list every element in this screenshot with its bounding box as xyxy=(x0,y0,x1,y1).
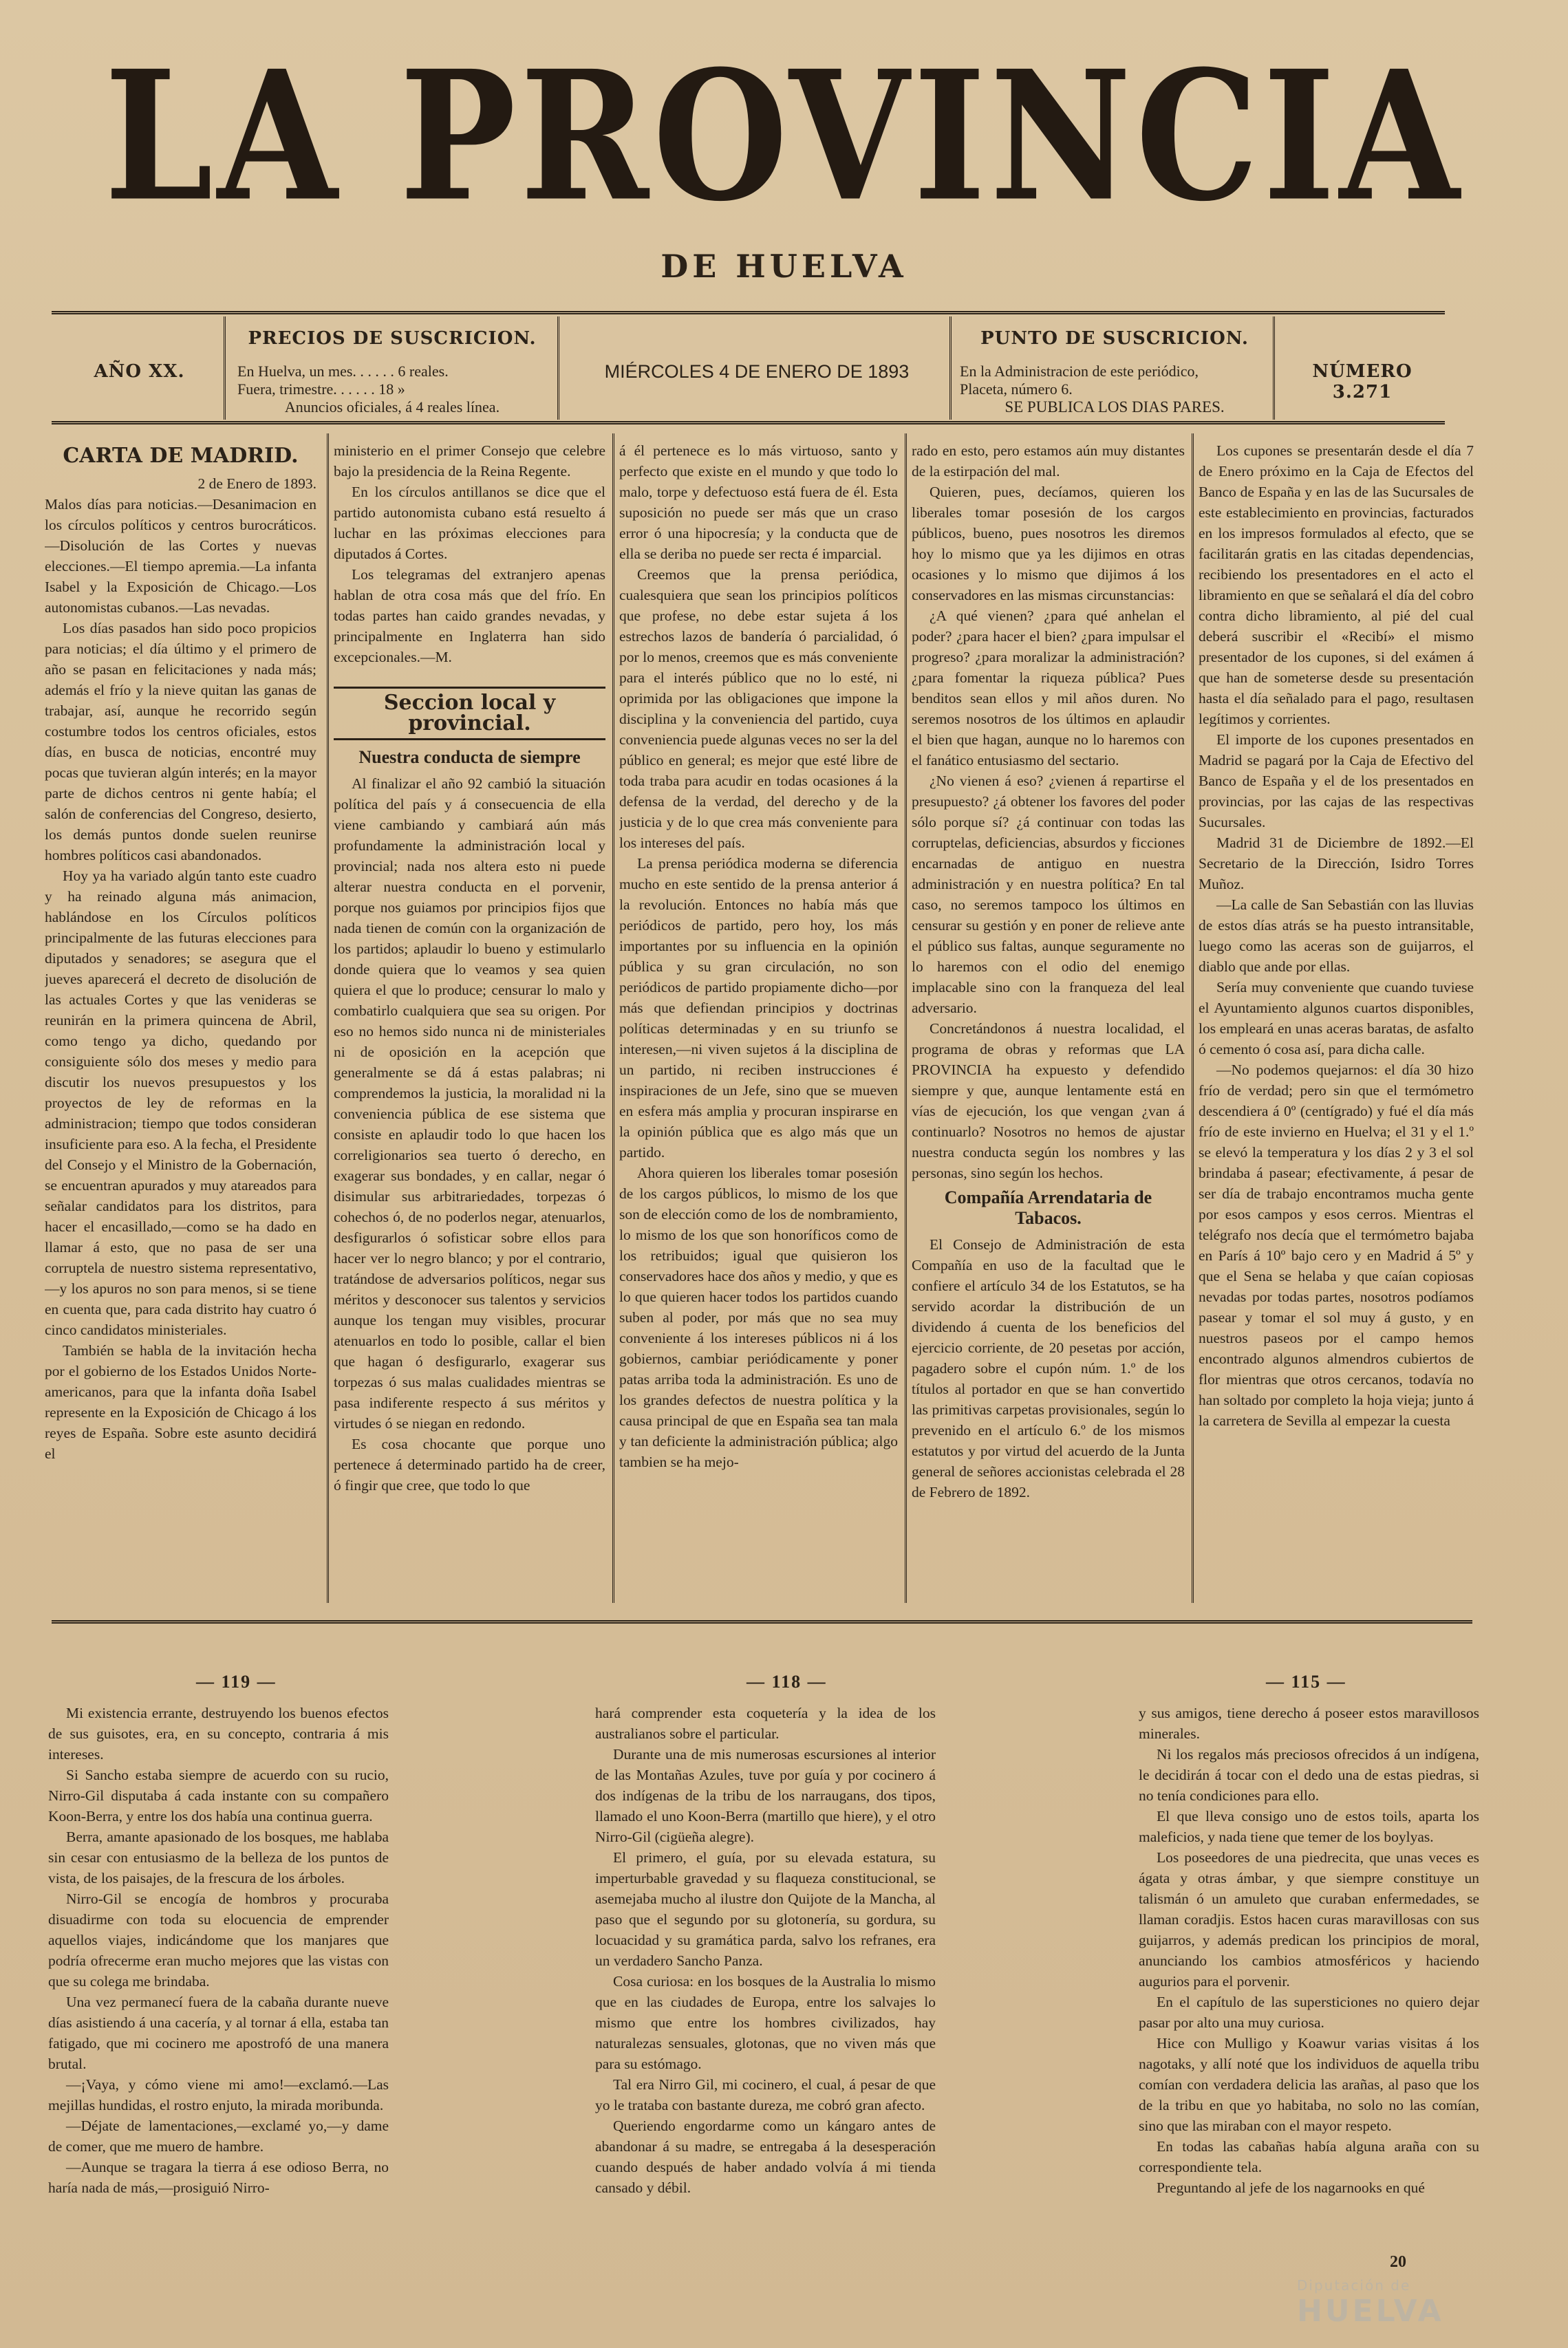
paragraph: Los días pasados han sido poco propicios para noticias; el día último y el primero de año se pasan en felicitaciones y nada más; además el frío y la nieve quitan las ganas de trabajar, así, aunque he recorrido según costumbre todos los centros oficiales, estos días, en busca de noticias, encontré muy pocas que tuvieran algún interés; en la mayor parte de dichos centros ni gente había; el salón de conferencias del Congreso, desierto, los demás puntos donde suelen reunirse hombres políticos casi abandonados. xyxy=(45,620,316,863)
date-box xyxy=(571,313,943,423)
paragraph: Sería muy conveniente que cuando tuviese el Ayuntamiento algunos cuartos disponibles, los empleará en unas aceras baratas, de asfalto ó cemento ó cosa así, para dicha calle. xyxy=(1199,979,1474,1057)
subscription-line: Fuera, trimestre. . . . . . 18 » xyxy=(237,380,405,398)
paragraph: El importe de los cupones presentados en Madrid se pagará por la Caja de Efectivo del Banco de España y el de los presentados en provincias, por las cajas de las respectivas Sucursales. xyxy=(1199,731,1474,830)
issue-date: MIÉRCOLES 4 DE ENERO DE 1893 xyxy=(604,361,910,382)
masthead-title: LA PROVINCIA xyxy=(104,32,1464,241)
signature-number: 20 xyxy=(1390,2253,1406,2271)
serial-rule xyxy=(52,1620,1472,1624)
paragraph: Los cupones se presentarán desde el día 7 de Enero próximo en la Caja de Efectos del Banco de España y en las de las Sucursales de este establecimiento en provincias, facturados en los impresos formulados al efecto, que se facilitarán gratis en las citadas dependencias, recibiendo los presentadores en el acto el libramiento en que se señalará el día del cobro contra dicho libramiento, al pié del cual deberá suscribir el «Recibí» el mismo presentador de los cupones, si del exámen á que han de someterse desde su presentación hasta el día señalado para el pago, resultasen legítimos y corrientes. xyxy=(1199,442,1474,727)
paragraph: Es cosa chocante que porque uno pertenece á determinado partido ha de creer, ó fingir que cree, que todo lo que xyxy=(334,1436,605,1494)
paragraph: Los telegramas del extranjero apenas hablan de otra cosa más que del frío. En todas partes han caido grandes nevadas, y principalmente en Inglaterra han sido excepcionales.—M. xyxy=(334,566,605,665)
serial-page-number: — 119 — xyxy=(196,1672,277,1692)
subscription-point xyxy=(960,313,1269,423)
year-box xyxy=(58,313,220,423)
column-5 xyxy=(1199,440,1474,1613)
paragraph: En el capítulo de las supersticiones no quiero dejar pasar por alto una muy curiosa. xyxy=(1139,1994,1479,2031)
paragraph: El primero, el guía, por su elevada estatura, su imperturbable gravedad y su flaqueza constitucional, se asemejaba mucho al ilustre don Quijote de la Mancha, al paso que el segundo por su glotonería, su gordura, su locuacidad y su gramática parda, salvo los refranes, era un verdadero Sancho Panza. xyxy=(595,1849,936,1969)
masthead-subtitle: DE HUELVA xyxy=(661,248,907,285)
point-line: Placeta, número 6. xyxy=(960,380,1073,398)
year-label: AÑO XX. xyxy=(94,361,185,382)
paragraph: Durante una de mis numerosas escursiones al interior de las Montañas Azules, tuve por guía y por cocinero á dos indígenas de la tribu de los narraugans, dos tipos, llamado el uno Koon-Berra (martillo que hiere), y el otro Nirro-Gil (cigüeña alegre). xyxy=(595,1746,936,1845)
paragraph: Al finalizar el año 92 cambió la situación política del país y á consecuencia de ella viene cambiando y cambiará aún más profundamente la administración local y provincial; nada nos altera esto ni puede alterar nuestra conducta en el porvenir, porque nos guiamos por principios fijos que nada tienen de común con la organización de los partidos; aplaudir lo bueno y estimularlo donde quiera que lo veamos y sea quien quiera el que lo produce; censurar lo malo y combatirlo cualquiera que sea su origen. Por eso no hemos sido nunca ni de ministeriales ni de oposición en la acepción que generalmente se dá á estas palabras; ni comprendemos la justicia, la moralidad ni la conveniencia pública de ese sistema que consiste en aplaudir todo lo que hacen los correligionarios sea tuerto ó derecho, en exagerar sus bondades, y en callar, negar ó disimular sus arbitrariedades, torpezas ó cohechos ó, de no poderlos negar, atenuarlos, desfigurarlos ó sofisticar sobre ellos para hacer ver lo negro blanco; y por el contrario, tratándose de adversarios políticos, negar sus méritos y desconocer sus talentos y servicios aunque los tengan muy visibles, procurar atenuarlos en todo lo posible, callar el bien que hagan ó desfigurarlo, exagerar sus torpezas ó sus malas cualidades mientras se pasa indiferente respecto á sus méritos y virtudes ó se niegan en redondo. xyxy=(334,775,605,1432)
serial-page-number: — 118 — xyxy=(747,1672,827,1692)
serial-column-a xyxy=(48,1703,389,2315)
paragraph: Los poseedores de una piedrecita, que unas veces es ágata y otras ámbar, y que siempre constituye un talismán ó un amuleto que curaban enfermedades, se llaman coradjis. Estos hacen curas maravillosas con sus guijarros, y además predican los principios de moral, anunciando los cambios atmosféricos y haciendo augurios para el porvenir. xyxy=(1139,1849,1479,1990)
serial-column-c xyxy=(1139,1703,1479,2274)
stamp-small-text: Diputación de xyxy=(1297,2277,1411,2294)
paragraph: La prensa periódica moderna se diferencia mucho en este sentido de la prensa anterior á la revolución. Entonces no había más que periódicos de partido, pero hoy, los más importantes por su influencia en la opinión pública y su gran circulación, no son periódicos de partido propiamente dicho—por más que defiendan principios y doctrinas políticas determinadas y en su triunfo se interesen,—ni viven sujetos á la disciplina de un partido, ni reciben instrucciones é inspiraciones de un Jefe, sino que se mueven en esfera más amplia y procuran inspirarse en la opinión pública que es algo más que un partido. xyxy=(619,855,898,1161)
paragraph: El que lleva consigo uno de estos toils, aparta los maleficios, y nada tiene que temer de los boylyas. xyxy=(1139,1808,1479,1845)
paragraph: También se habla de la invitación hecha por el gobierno de los Estados Unidos Norte-americanos, para que la infanta doña Isabel represente en la Exposición de Chicago á los reyes de España. Sobre este asunto decidirá el xyxy=(45,1342,316,1462)
subscription-line: Anuncios oficiales, á 4 reales línea. xyxy=(284,398,500,416)
article-heading: CARTA DE MADRID. xyxy=(63,444,299,468)
point-title: PUNTO DE SUSCRICION. xyxy=(980,328,1249,349)
number-box xyxy=(1283,313,1441,423)
point-line: SE PUBLICA LOS DIAS PARES. xyxy=(1005,398,1225,416)
paragraph: Tal era Nirro Gil, mi cocinero, el cual, á pesar de que yo le trataba con bastante dureza, me cobró gran afecto. xyxy=(595,2076,936,2113)
paragraph: Hice con Mulligo y Koawur varias visitas á los nagotaks, y allí noté que los individuos de aquella tribu comían con verdadera delicia las arañas, al paso que los de la tribu en que yo habitaba, no solo no las comían, sino que las miraban con el mayor respeto. xyxy=(1139,2035,1479,2134)
column-1 xyxy=(45,440,316,1613)
paragraph: —¡Vaya, y cómo viene mi amo!—exclamó.—Las mejillas hundidas, el rostro enjuto, la mirada moribunda. xyxy=(48,2076,389,2113)
paragraph: Creemos que la prensa periódica, cualesquiera que sean los principios políticos que profese, no debe estar sujeta á los estrechos lazos de bandería ó parcialidad, ó por lo menos, creemos que es más conveniente para el interés público que no lo esté, ni oprimida por las obligaciones que impone la disciplina y la conveniencia del partido, cuya conveniencia puede algunas veces no ser la del público en general; es mejor que esté libre de toda traba para acudir en todas ocasiones á la defensa de la verdad, del derecho y de la justicia y de lo que crea más conveniente para los intereses del país. xyxy=(619,566,898,851)
issue-number: NÚMERO 3.271 xyxy=(1312,361,1413,402)
column-3 xyxy=(619,440,898,1613)
subscription-prices xyxy=(237,313,547,423)
column-divider xyxy=(905,433,907,1603)
header-divider-2 xyxy=(557,316,559,420)
paragraph: Preguntando al jefe de los nagarnooks en qué xyxy=(1157,2179,1425,2196)
article-date: 2 de Enero de 1893. xyxy=(197,475,316,492)
serial-page-number: — 115 — xyxy=(1266,1672,1346,1692)
serial-column-b xyxy=(595,1703,936,2315)
subscription-title: PRECIOS DE SUSCRICION. xyxy=(248,328,537,349)
paragraph: —Déjate de lamentaciones,—exclamé yo,—y dame de comer, que me muero de hambre. xyxy=(48,2118,389,2155)
column-divider xyxy=(612,433,614,1603)
paragraph: —No podemos quejarnos: el día 30 hizo frío de verdad; pero sin que el termómetro descendiera á 0º (centígrado) y fué el día más frío de este invierno en Huelva; el 31 y el 1.º se elevó la temperatura y los días 2 y 3 el sol brindaba á pasear; efectivamente, á pesar de ser día de trabajo encontramos mucha gente por esos campos y esos cerros. Mientras el telégrafo nos decía que el termómetro bajaba en París á 10º bajo cero y en Madrid á 5º y que el Sena se helaba y que caían copiosas nevadas por todas partes, nosotros podíamos pasear y tomar el sol muy á gusto, y en nuestros paseos por el campo hemos encontrado algunos almendros cubiertos de flor mientras que otros cercanos, todavía no han soltado por completo la hoja vieja; junto á la carretera de Sevilla al empezar la cuesta xyxy=(1199,1062,1474,1429)
column-2 xyxy=(334,440,605,1613)
paragraph: rado en esto, pero estamos aún muy distantes de la estirpación del mal. xyxy=(912,442,1185,480)
subscription-line: En Huelva, un mes. . . . . . 6 reales. xyxy=(237,363,449,380)
paragraph: —La calle de San Sebastián con las lluvias de estos días atrás se ha puesto intransitable, luego como las aceras son de guijarros, el diablo que ande por ellas. xyxy=(1199,896,1474,975)
paragraph: á él pertenece es lo más virtuoso, santo y perfecto que existe en el mundo y que todo lo malo, torpe y defectuoso está fuera de él. Esta suposición no puede ser más que un craso error ó una hipocresía; y la conducta que de ella se deriba no puede ser recta é imparcial. xyxy=(619,442,898,562)
section-heading: Seccion local y provincial. xyxy=(334,687,605,740)
paragraph: ministerio en el primer Consejo que celebre bajo la presidencia de la Reina Regente. xyxy=(334,442,605,480)
paragraph: Una vez permanecí fuera de la cabaña durante nueve días asistiendo á una cacería, y al tornar á ella, estaba tan fatigado, que mi cocinero me apostrofó de una manera brutal. xyxy=(48,1994,389,2072)
header-divider-3 xyxy=(949,316,952,420)
paragraph: Madrid 31 de Diciembre de 1892.—El Secretario de la Dirección, Isidro Torres Muñoz. xyxy=(1199,834,1474,892)
column-4 xyxy=(912,440,1185,1613)
paragraph: ¿No vienen á eso? ¿vienen á repartirse el presupuesto? ¿á obtener los favores del poder sólo porque sí? ¿á continuar con todas las corruptelas, deficiencias, absurdos y ficciones encarnadas de antiguo en nuestra administración y en nuestra política? En tal caso, no seremos tampoco los últimos en censurar su gestión y en poner de relieve ante el público sus faltas, aunque seguramente no lo haremos con el odio del enemigo implacable sino con la franqueza del leal adversario. xyxy=(912,773,1185,1016)
paragraph: —Aunque se tragara la tierra á ese odioso Berra, no haría nada de más,—prosiguió Nirro- xyxy=(48,2159,389,2196)
paragraph: Mi existencia errante, destruyendo los buenos efectos de sus guisotes, era, en su concepto, contraria á mis intereses. xyxy=(48,1705,389,1763)
paragraph: Cosa curiosa: en los bosques de la Australia lo mismo que en las ciudades de Europa, entre los salvajes lo mismo que entre los hombres civilizados, hay naturalezas sensuales, glotonas, que no viven más que para su estómago. xyxy=(595,1973,936,2072)
article-summary: Malos días para noticias.—Desanimacion en los círculos políticos y centros burocráticos.—Disolución de las Cortes y nuevas elecciones.—El tiempo apremia.—La infanta Isabel y la Exposición de Chicago.—Los autonomistas cubanos.—Las nevadas. xyxy=(45,496,316,616)
paragraph: Berra, amante apasionado de los bosques, me hablaba sin cesar con entusiasmo de la belleza de los puntos de vista, de los paisajes, de la frescura de los árboles. xyxy=(48,1829,389,1886)
paragraph: En todas las cabañas había alguna araña con su correspondiente tela. xyxy=(1139,2138,1479,2175)
paragraph: Nirro-Gil se encogía de hombros y procuraba disuadirme con toda su elocuencia de emprender aquellos viajes, indicándome que los manjares que podría ofrecerme eran mucho mejores que las vistas con que su colega me brindaba. xyxy=(48,1891,389,1990)
point-line: En la Administracion de este periódico, xyxy=(960,363,1199,380)
paragraph: Concretándonos á nuestra localidad, el programa de obras y reformas que LA PROVINCIA ha expuesto y defendido siempre y que, aunque lentamente está en vías de ejecución, los que vengan ¿van á continuarlo? Nosotros no hemos de ajustar nuestra conducta según los nombres y las personas, sino según los hechos. xyxy=(912,1020,1185,1181)
paragraph: y sus amigos, tiene derecho á poseer estos maravillosos minerales. xyxy=(1139,1705,1479,1742)
paragraph: Quieren, pues, decíamos, quieren los liberales tomar posesión de los cargos públicos, bueno, pues nosotros les diremos hoy lo mismo que ya les dijimos en otras ocasiones y lo mismo que dijimos á los conservadores en las mismas circunstancias: xyxy=(912,484,1185,603)
library-stamp xyxy=(1297,2277,1545,2332)
stamp-name: HUELVA xyxy=(1297,2294,1444,2329)
article-subheading: Compañía Arrendataria de Tabacos. xyxy=(944,1187,1152,1228)
paragraph: En los círculos antillanos se dice que el partido autonomista cubano está resuelto á luchar en las próximas elecciones para diputados á Cortes. xyxy=(334,484,605,562)
column-divider xyxy=(1192,433,1194,1603)
paragraph: Queriendo engordarme como un kángaro antes de abandonar á su madre, se entregaba á la desesperación cuando después de haber andado volvía á mi tienda cansado y débil. xyxy=(595,2118,936,2196)
paragraph: hará comprender esta coquetería y la idea de los australianos sobre el particular. xyxy=(595,1705,936,1742)
paragraph: El Consejo de Administración de esta Compañía en uso de la facultad que le confiere el artículo 34 de los Estatutos, se ha servido acordar la distribución de un dividendo á cuenta de los beneficios del ejercicio corriente, de 20 pesetas por acción, pagadero sobre el cupón núm. 1.º de los títulos al portador en que se han convertido las primitivas carpetas provisionales, según lo prevenido en el artículo 6.º de los mismos estatutos y por virtud del acuerdo de la Junta general de señores accionistas celebrada el 28 de Febrero de 1892. xyxy=(912,1236,1185,1500)
paragraph: Ahora quieren los liberales tomar posesión de los cargos públicos, lo mismo de los que son de elección como de los de nombramiento, lo mismo de los que son honoríficos como de los retribuidos; igual que quisieron los conservadores hace dos años y medio, y que es lo que quieren hacer todos los partidos cuando suben al poder, por más que no sea muy conveniente á los intereses públicos ni á los gobiernos, cambiar periódicamente y poner patas arriba toda la administración. Es uno de los grandes defectos de nuestra política y la causa principal de que en España sea tan mala y tan deficiente la administración pública; algo tambien se ha mejo- xyxy=(619,1165,898,1470)
paragraph: ¿A qué vienen? ¿para qué anhelan el poder? ¿para hacer el bien? ¿para impulsar el progreso? ¿para moralizar la administración? ¿para fomentar la riqueza pública? Pues benditos sean ellos y mil años duren. No seremos nosotros de los últimos en aplaudir el bien que hagan, aunque no lo haremos con el fanático entusiasmo del sectario. xyxy=(912,607,1185,768)
header-divider-1 xyxy=(224,316,226,420)
article-subheading: Nuestra conducta de siempre xyxy=(358,747,581,767)
header-divider-4 xyxy=(1273,316,1275,420)
paragraph: Ni los regalos más preciosos ofrecidos á un indígena, le decidirán á tocar con el dedo una de estas piedras, si no tenía condiciones para ello. xyxy=(1139,1746,1479,1804)
column-divider xyxy=(327,433,329,1603)
paragraph: Hoy ya ha variado algún tanto este cuadro y ha reinado alguna más animacion, hablándose en los Círculos políticos principalmente de las futuras elecciones para diputados y senadores; se asegura que el jueves aparecerá el decreto de disolución de las actuales Cortes y que las venideras se reunirán en la primera quincena de Abril, como tengo ya dicho, quedando por consiguiente sólo dos meses y medio para discutir los nuevos presupuestos y los proyectos de ley de reformas en la administracion; tiempo que todos consideran insuficiente para eso. A la fecha, el Presidente del Consejo y el Ministro de la Gobernación, se encuentran apurados y muy atareados para señalar candidatos para los distritos, para hacer el encasillado,—como se ha dado en llamar á esto, que no pasa de ser una corruptela de nuestro sistema representativo, —y los apuros no son para menos, si se tiene en cuenta que, para cada distrito hay cuatro ó cinco candidatos ministeriales. xyxy=(45,868,316,1338)
paragraph: Si Sancho estaba siempre de acuerdo con su rucio, Nirro-Gil disputaba á cada instante con su compañero Koon-Berra, y entre los dos había una continua guerra. xyxy=(48,1767,389,1824)
